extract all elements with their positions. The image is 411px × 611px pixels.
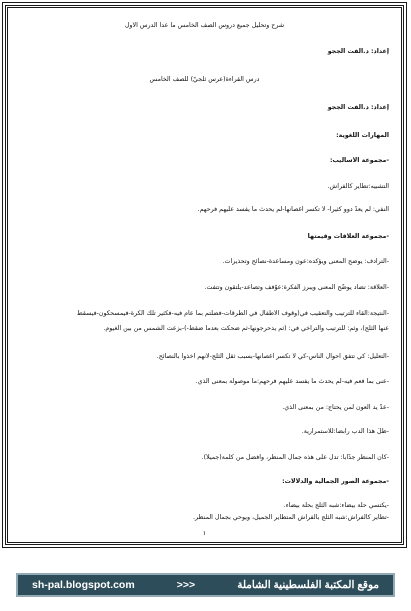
document-line: -عدَّ يد العون لمن يحتاج: من بمعنى الذي. (282, 404, 389, 411)
document-line: -عنى بما فعم فيه-لم يحدث ما يفسد عليهم فرحهم:ما موصولة بمعنى الذي. (195, 378, 389, 385)
document-line: عنها الثلج)، وثم: للترتيب والتراخي في: (ثم يدحرجونها-ثم ضحكت بعدما ضقط-)-بزعت الشمس من بين الغيوم. (103, 325, 389, 332)
document-line: النفي: لم يعدْ دوو كثيراً- لا تكسر أغصانها-لم يحدث ما يفسد عليهم فرحهم. (197, 206, 389, 213)
document-line: درس القراءة(عرس ثلجيّ) للصف الخامس (149, 76, 260, 83)
document-line: -يكتسي حلة بيضاء:شبه الثلج بحلة بيضاء. (283, 502, 389, 509)
footer-site-name: موقع المكتبة الفلسطينية الشاملة (237, 579, 379, 591)
document-line: -تطاير كالفراش:شبه الثلج بالفراش المتطاير الجميل، ويوحي بجمال المنظر. (193, 514, 389, 521)
document-line: -مجموعة العلاقات وقيمتها (307, 233, 389, 240)
document-line: -العلاقة: تضاد يوضّح المعنى ويبرز الفكرة:عوّفف وتصاعد-يلتقون وتتفت. (204, 284, 389, 291)
document-line: إعداد: د.ألفت الججو (327, 48, 389, 55)
document-line: -مجموعة الأساليب: (329, 157, 389, 164)
document-line: المهارات اللغوية: (336, 132, 389, 139)
document-body (8, 8, 401, 542)
document-line: -النتيجة:ألقاء للترتيب والتعقيب في(وقوف الأطفال في الطرقات-فضلتم بما عام فيه-فكثير تلك الكرة-فيمسحكون-فيسقط (76, 310, 389, 317)
document-line: التشبيه:تطاير كالفراش. (327, 183, 389, 190)
document-line: -كان المنظر جذّاباً: تدل على هذه جمال المنظر، وأفضل من كلمة(جميلاً). (201, 454, 389, 461)
page-number: ١ (202, 530, 207, 537)
document-line: -مجموعة الصور الجمالية والدلالات: (282, 478, 389, 485)
document-line: إعداد: د.ألفت الججو (327, 104, 389, 111)
footer-url[interactable]: sh-pal.blogspot.com (32, 579, 135, 591)
document-line: -التعليل: كي تتفق أحوال الناس-كي لا تكسر أغصانها-بسبب ثقل الثلج-لأنهم أخذوا بالنصائح. (156, 353, 389, 360)
footer-banner[interactable] (16, 573, 395, 597)
footer (0, 573, 411, 611)
document-line: -الترادف: يوضح المعنى ويؤكده:عون ومساعدة-نصائح وتحذيرات. (222, 258, 389, 265)
document-line: -ظلّ هذا الدب رابضاً:للاستمرارية. (301, 428, 389, 435)
document-page (5, 5, 404, 545)
footer-arrows: >>> (176, 579, 196, 591)
document-line: شرح وتحليل جميع دروس الصف الخامس ما عدا الدرس الأول (124, 22, 285, 29)
